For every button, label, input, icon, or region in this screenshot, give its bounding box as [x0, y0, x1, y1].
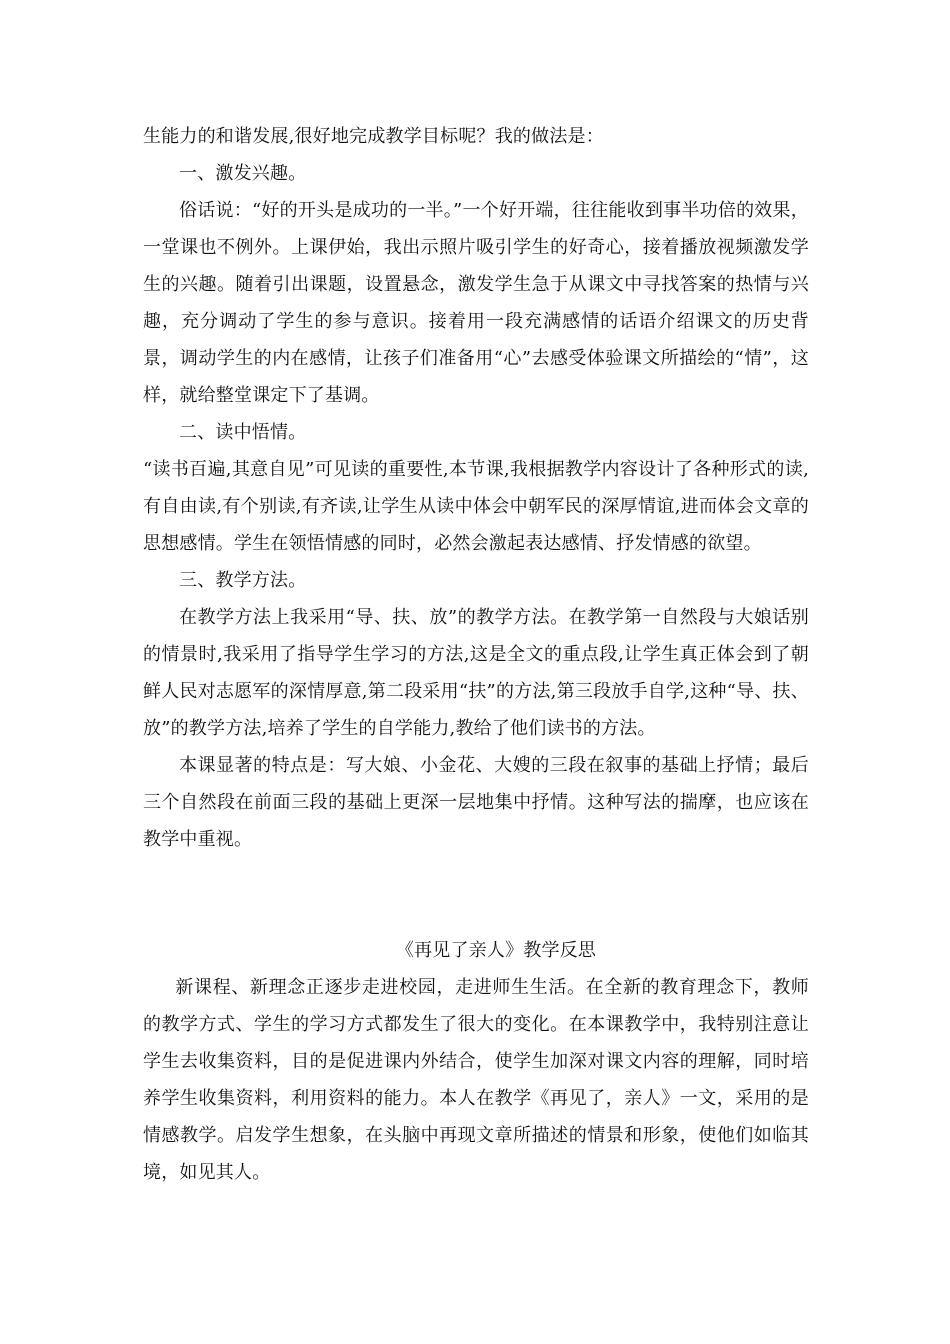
- heading-stimulate-interest: 一、激发兴趣。: [179, 163, 307, 184]
- paragraph-lesson-features: 本课显著的特点是：写大娘、小金花、大嫂的三段在叙事的基础上抒情；最后三个自然段在前面三段的基础上更深一层地集中抒情。这种写法的揣摩，也应该在教学中重视。: [143, 755, 809, 850]
- document-body: [143, 118, 809, 1191]
- section-gap: [143, 858, 809, 932]
- continuation-paragraph: 生能力的和谐发展,很好地完成教学目标呢？我的做法是：: [143, 126, 604, 147]
- reflection-title: 《再见了亲人》教学反思: [395, 940, 597, 961]
- paragraph-teaching-method: 在教学方法上我采用“导、扶、放”的教学方法。在教学第一自然段与大娘话别的情景时,我采用了指导学生学习的方法,这是全文的重点段,让学生真正体会到了朝鲜人民对志愿军的深情厚意,第二段采用“扶”的方法,第三段放手自学,这种“导、扶、放”的教学方法,培养了学生的自学能力,教给了他们读书的方法。: [143, 607, 809, 739]
- heading-teaching-method: 三、教学方法。: [179, 570, 307, 591]
- heading-reading-emotion: 二、读中悟情。: [179, 422, 307, 443]
- paragraph-reflection: 新课程、新理念正逐步走进校园，走进师生生活。在全新的教育理念下，教师的教学方式、学生的学习方式都发生了很大的变化。在本课教学中，我特别注意让学生去收集资料，目的是促进课内外结合，使学生加深对课文内容的理解，同时培养学生收集资料，利用资料的能力。本人在教学《再见了，亲人》一文，采用的是情感教学。启发学生想象，在头脑中再现文章所描述的情景和形象，使他们如临其境，如见其人。: [143, 977, 809, 1183]
- paragraph-good-beginning: 俗话说：“好的开头是成功的一半。”一个好开端，往往能收到事半功倍的效果，一堂课也不例外。上课伊始，我出示照片吸引学生的好奇心，接着播放视频激发学生的兴趣。随着引出课题，设置悬念，激发学生急于从课文中寻找答案的热情与兴趣，充分调动了学生的参与意识。接着用一段充满感情的话语介绍课文的历史背景，调动学生的内在感情，让孩子们准备用“心”去感受体验课文所描绘的“情”，这样，就给整堂课定下了基调。: [143, 200, 809, 406]
- paragraph-reading-importance: “读书百遍,其意自见”可见读的重要性,本节课,我根据教学内容设计了各种形式的读,有自由读,有个别读,有齐读,让学生从读中体会中朝军民的深厚情谊,进而体会文章的思想感情。学生在领悟情感的同时，必然会激起表达感情、抒发情感的欲望。: [143, 459, 809, 554]
